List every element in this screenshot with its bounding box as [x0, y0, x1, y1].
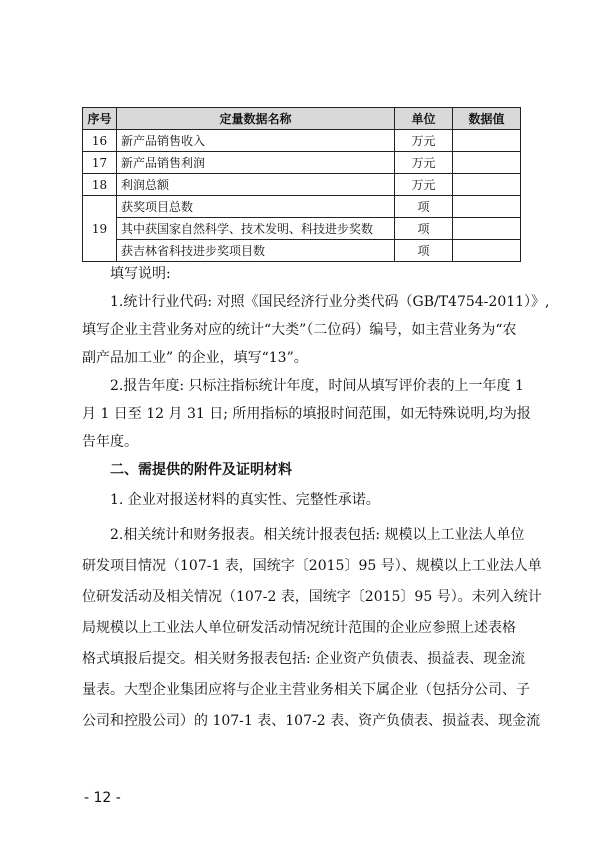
header-value: 数据值	[453, 108, 521, 130]
text-line: 1.统计行业代码: 对照《国民经济行业分类代码（GB/T4754-2011）》,	[110, 294, 550, 310]
table-row	[83, 174, 521, 196]
section-body	[82, 484, 542, 737]
instruction-item-2	[82, 372, 531, 456]
row-unit: 项	[395, 240, 453, 262]
fill-instructions	[82, 260, 550, 456]
row-no: 16	[83, 130, 117, 152]
row-unit: 项	[395, 196, 453, 218]
instruction-item-1	[82, 288, 550, 372]
text-line: 格式填报后提交。相关财务报表包括: 企业资产负债表、损益表、现金流	[82, 651, 526, 667]
row-name: 新产品销售利润	[117, 152, 395, 174]
text-line: 2.报告年度: 只标注指标统计年度，时间从填写评价表的上一年度 1	[110, 378, 524, 394]
instructions-heading: 填写说明:	[110, 266, 171, 282]
table-row	[83, 130, 521, 152]
text-line: 研发项目情况（107-1 表，国统字〔2015〕95 号）、规模以上工业法人单	[82, 558, 542, 574]
row-unit: 万元	[395, 130, 453, 152]
text-line: 局规模以上工业法人单位研发活动情况统计范围的企业应参照上述表格	[82, 620, 516, 636]
table-row	[83, 152, 521, 174]
row-name: 获吉林省科技进步奖项目数	[117, 240, 395, 262]
page-number: - 12 -	[84, 790, 121, 806]
header-name: 定量数据名称	[117, 108, 395, 130]
row-unit: 万元	[395, 152, 453, 174]
row-no: 18	[83, 174, 117, 196]
text-line: 月 1 日至 12 月 31 日; 所用指标的填报时间范围，如无特殊说明,均为报	[82, 406, 531, 422]
text-line: 位研发活动及相关情况（107-2 表，国统字〔2015〕95 号）。未列入统计	[82, 589, 542, 605]
header-no: 序号	[83, 108, 117, 130]
table-header-row	[83, 108, 521, 130]
row-name: 其中获国家自然科学、技术发明、科技进步奖数	[117, 218, 395, 240]
row-value[interactable]	[453, 196, 521, 218]
text-line: 填写企业主营业务对应的统计“大类”（二位码）编号，如主营业务为“农	[82, 322, 517, 338]
text-line: 2.相关统计和财务报表。相关统计报表包括: 规模以上工业法人单位	[110, 527, 525, 543]
text-line: 副产品加工业” 的企业，填写“13”。	[82, 350, 308, 366]
header-unit: 单位	[395, 108, 453, 130]
quantitative-data-table	[82, 107, 521, 262]
row-name: 获奖项目总数	[117, 196, 395, 218]
text-line: 告年度。	[82, 434, 138, 450]
row-value[interactable]	[453, 130, 521, 152]
row-value[interactable]	[453, 152, 521, 174]
row-value[interactable]	[453, 240, 521, 262]
section-item-1: 1. 企业对报送材料的真实性、完整性承诺。	[110, 492, 380, 508]
row-name: 利润总额	[117, 174, 395, 196]
row-value[interactable]	[453, 218, 521, 240]
row-unit: 项	[395, 218, 453, 240]
row-no: 17	[83, 152, 117, 174]
row-value[interactable]	[453, 174, 521, 196]
section-heading: 二、需提供的附件及证明材料	[110, 462, 292, 478]
row-no: 19	[83, 196, 117, 262]
row-unit: 万元	[395, 174, 453, 196]
table-row	[83, 240, 521, 262]
table-row	[83, 196, 521, 218]
row-name: 新产品销售收入	[117, 130, 395, 152]
text-line: 量表。大型企业集团应将与企业主营业务相关下属企业（包括分公司、子	[82, 682, 530, 698]
table-row	[83, 218, 521, 240]
text-line: 公司和控股公司）的 107-1 表、107-2 表、资产负债表、损益表、现金流	[82, 713, 541, 729]
section-item-2	[82, 520, 542, 737]
